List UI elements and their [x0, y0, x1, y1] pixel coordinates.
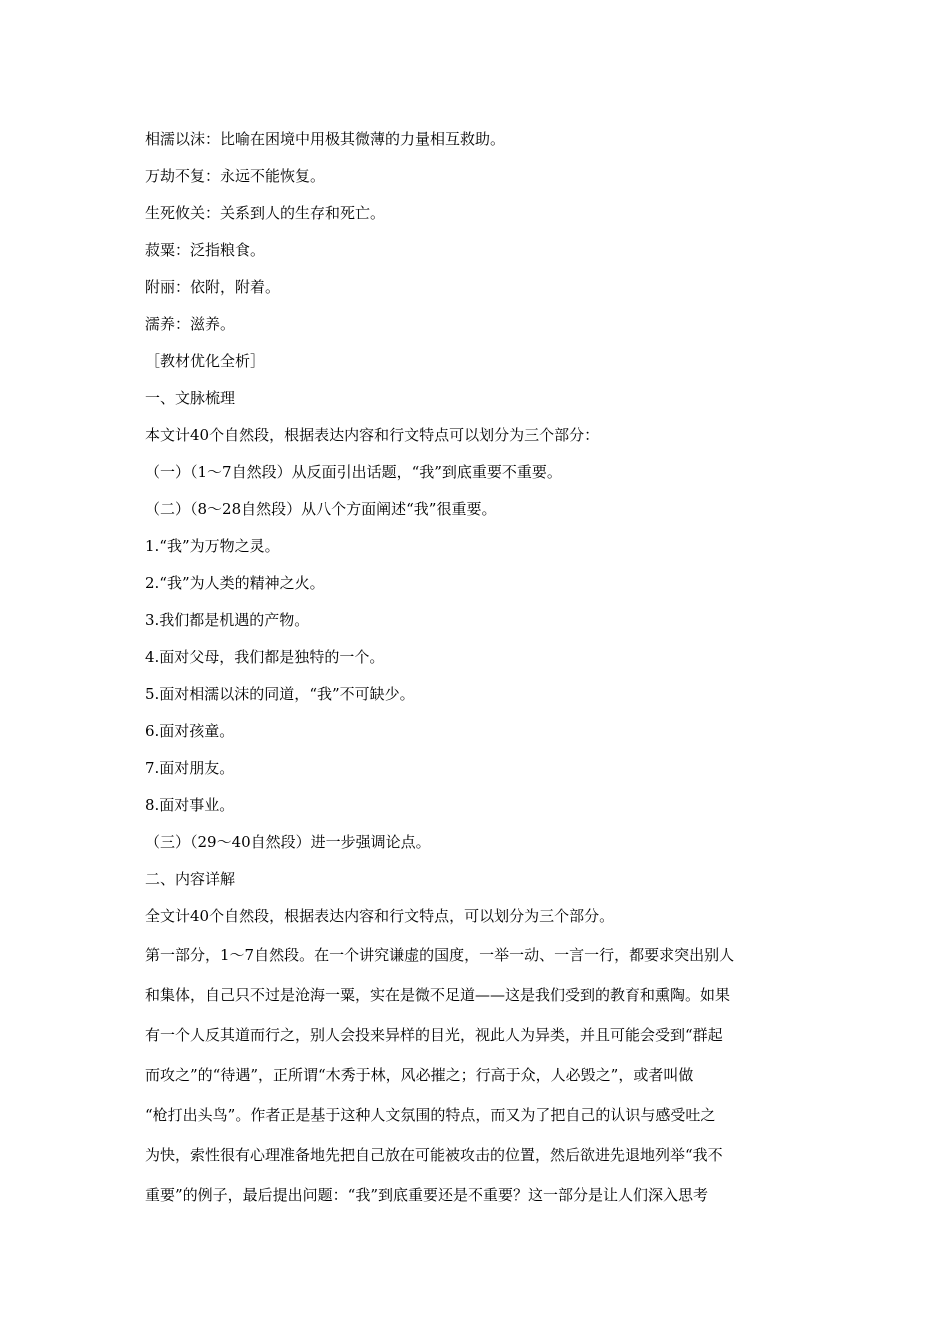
paragraph-line: 为快，索性很有心理准备地先把自己放在可能被攻击的位置，然后欲进先退地列举“我不	[145, 1146, 723, 1164]
paragraph-line: 而攻之”的“待遇”，正所谓“木秀于林，风必摧之；行高于众，人必毁之”，或者叫做	[145, 1066, 694, 1084]
point-item: 4.面对父母，我们都是独特的一个。	[145, 648, 385, 666]
section-marker: ［教材优化全析］	[145, 352, 266, 370]
glossary-line: 生死攸关：关系到人的生存和死亡。	[145, 204, 386, 222]
point-item: 7.面对朋友。	[145, 759, 235, 777]
part1-sub1: （一）（1～7自然段）从反面引出话题，“我”到底重要不重要。	[145, 463, 562, 481]
paragraph-line: 和集体，自己只不过是沧海一粟，实在是微不足道——这是我们受到的教育和熏陶。如果	[145, 986, 731, 1004]
glossary-line: 万劫不复：永远不能恢复。	[145, 167, 326, 185]
part2-paragraph	[145, 935, 810, 1215]
document-page	[145, 121, 810, 1215]
glossary-line: 菽粟：泛指粮食。	[145, 241, 266, 259]
part1-sub3: （三）（29～40自然段）进一步强调论点。	[145, 833, 431, 851]
part1-intro: 本文计40个自然段，根据表达内容和行文特点可以划分为三个部分：	[145, 426, 600, 444]
part2-intro: 全文计40个自然段，根据表达内容和行文特点，可以划分为三个部分。	[145, 907, 615, 925]
point-item: 5.面对相濡以沫的同道，“我”不可缺少。	[145, 685, 415, 703]
paragraph-line: “枪打出头鸟”。作者正是基于这种人文氛围的特点，而又为了把自己的认识与感受吐之	[145, 1106, 716, 1124]
paragraph-line: 有一个人反其道而行之，别人会投来异样的目光，视此人为异类，并且可能会受到“群起	[145, 1026, 723, 1044]
point-item: 6.面对孩童。	[145, 722, 235, 740]
point-item: 2.“我”为人类的精神之火。	[145, 574, 325, 592]
point-item: 1.“我”为万物之灵。	[145, 537, 280, 555]
point-item: 3.我们都是机遇的产物。	[145, 611, 310, 629]
point-item: 8.面对事业。	[145, 796, 235, 814]
part1-heading: 一、文脉梳理	[145, 389, 236, 407]
glossary-line: 相濡以沫：比喻在困境中用极其微薄的力量相互救助。	[145, 130, 506, 148]
glossary-line: 濡养：滋养。	[145, 315, 236, 333]
paragraph-line: 重要”的例子，最后提出问题：“我”到底重要还是不重要？这一部分是让人们深入思考	[145, 1186, 709, 1204]
part2-heading: 二、内容详解	[145, 870, 236, 888]
paragraph-line: 第一部分，1～7自然段。在一个讲究谦虚的国度，一举一动、一言一行，都要求突出别人	[145, 946, 735, 964]
glossary-line: 附丽：依附，附着。	[145, 278, 281, 296]
part1-sub2: （二）（8～28自然段）从八个方面阐述“我”很重要。	[145, 500, 497, 518]
